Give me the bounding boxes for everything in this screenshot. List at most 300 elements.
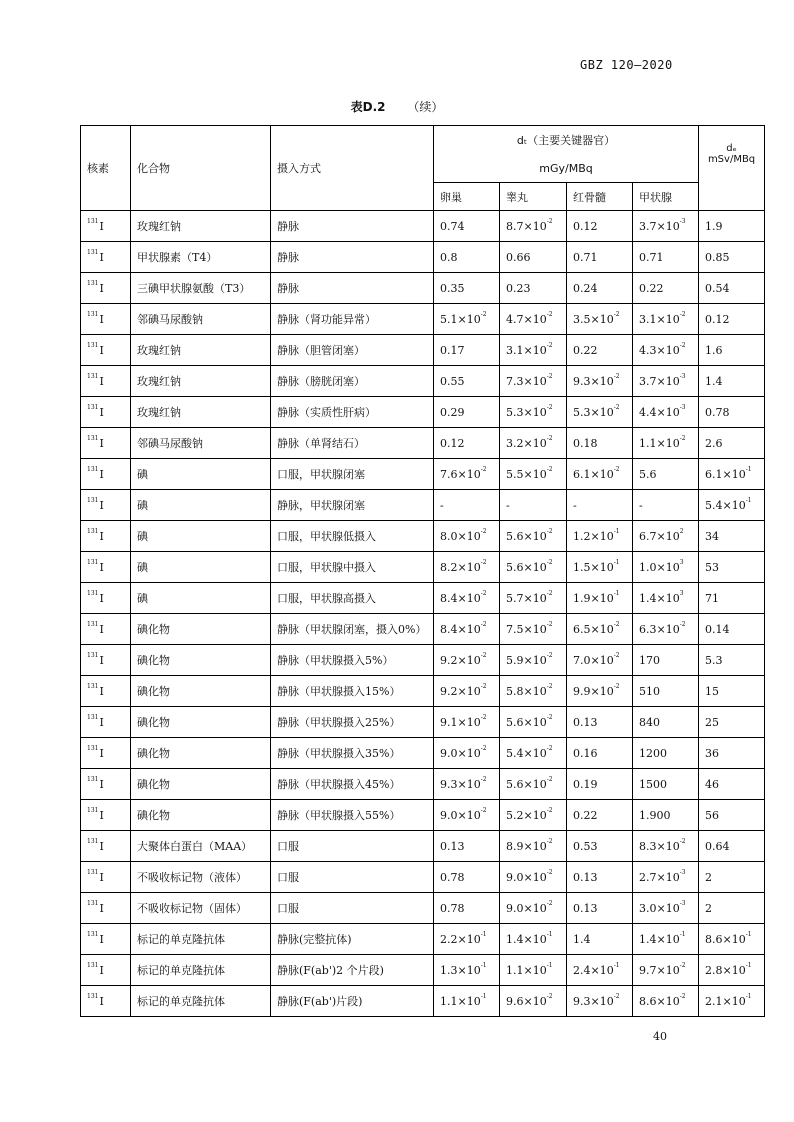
red-marrow-dose-cell [567,211,633,242]
thyroid-dose-cell [633,242,699,273]
dose-value: 5.6×10 [506,715,547,729]
element-symbol: I [99,560,104,574]
dose-value: 510 [639,684,660,698]
ovary-dose-cell [434,893,500,924]
dose-exponent: -2 [613,465,620,473]
red-marrow-dose-cell [567,676,633,707]
header-red-marrow: 红骨髓 [567,183,633,211]
header-effective [699,126,765,183]
dose-exponent: -2 [480,775,487,783]
intake-cell: 静脉（甲状腺摄入25%） [271,707,434,738]
dose-value: 15 [705,684,720,698]
element-symbol: I [99,715,104,729]
compound-cell: 甲状腺素（T4） [131,242,271,273]
testis-dose-cell [500,738,567,769]
dose-value: - [440,498,444,512]
dose-exponent: -2 [546,620,553,628]
mass-number: 131 [87,341,99,349]
dose-value: 6.1×10 [705,467,746,481]
header-testis: 睾丸 [500,183,567,211]
element-symbol: I [99,374,104,388]
intake-cell: 口服，甲状腺低摄入 [271,521,434,552]
nuclide-cell [81,397,131,428]
dose-value: 0.55 [440,374,465,388]
dose-exponent: -2 [679,837,686,845]
table-row [81,211,765,242]
red-marrow-dose-cell [567,645,633,676]
testis-dose-cell [500,366,567,397]
table-row [81,366,765,397]
ovary-dose-cell [434,397,500,428]
testis-dose-cell [500,521,567,552]
ovary-dose-cell [434,490,500,521]
dose-value: 0.13 [573,870,598,884]
dose-exponent: -2 [613,651,620,659]
table-row [81,676,765,707]
compound-cell: 玫瑰红钠 [131,211,271,242]
testis-dose-cell [500,645,567,676]
table-continued: （续） [407,100,444,114]
element-symbol: I [99,281,104,295]
table-row [81,614,765,645]
effective-dose-cell [699,335,765,366]
element-symbol: I [99,405,104,419]
element-symbol: I [99,250,104,264]
dose-value: 7.5×10 [506,622,547,636]
intake-cell: 静脉（膀胱闭塞） [271,366,434,397]
thyroid-dose-cell [633,397,699,428]
dose-value: 5.8×10 [506,684,547,698]
dose-value: 5.6 [639,467,657,481]
dose-value: 4.3×10 [639,343,680,357]
compound-cell: 碘化物 [131,645,271,676]
thyroid-dose-cell [633,955,699,986]
nuclide-cell [81,273,131,304]
intake-cell: 静脉(F(ab')片段) [271,986,434,1017]
intake-cell: 静脉（单肾结石） [271,428,434,459]
thyroid-dose-cell [633,552,699,583]
intake-cell: 口服 [271,893,434,924]
mass-number: 131 [87,620,99,628]
element-symbol: I [99,622,104,636]
dose-value: 0.18 [573,436,598,450]
dose-exponent: -2 [613,403,620,411]
mass-number: 131 [87,713,99,721]
standard-code: GBZ 120—2020 [580,58,673,72]
dose-value: 0.13 [573,715,598,729]
testis-dose-cell [500,676,567,707]
dose-value: 5.7×10 [506,591,547,605]
dose-exponent: -1 [745,465,752,473]
dose-value: 0.16 [573,746,598,760]
ovary-dose-cell [434,242,500,273]
thyroid-dose-cell [633,459,699,490]
intake-cell: 口服，甲状腺高摄入 [271,583,434,614]
intake-cell: 口服，甲状腺中摄入 [271,552,434,583]
ovary-dose-cell [434,986,500,1017]
red-marrow-dose-cell [567,490,633,521]
nuclide-cell [81,521,131,552]
thyroid-dose-cell [633,304,699,335]
compound-cell: 标记的单克隆抗体 [131,986,271,1017]
red-marrow-dose-cell [567,769,633,800]
nuclide-cell [81,800,131,831]
dose-value: 9.2×10 [440,684,481,698]
element-symbol: I [99,746,104,760]
dose-exponent: -1 [480,992,487,1000]
testis-dose-cell [500,831,567,862]
dose-value: 5.6×10 [506,777,547,791]
effective-dose-cell [699,769,765,800]
dose-exponent: -2 [480,806,487,814]
effective-dose-cell [699,738,765,769]
effective-dose-cell [699,893,765,924]
dose-value: - [573,498,577,512]
dose-exponent: -2 [546,868,553,876]
element-symbol: I [99,870,104,884]
header-nuclide: 核素 [81,126,131,211]
red-marrow-dose-cell [567,428,633,459]
intake-cell: 静脉(完整抗体) [271,924,434,955]
thyroid-dose-cell [633,769,699,800]
intake-cell: 静脉 [271,273,434,304]
thyroid-dose-cell [633,676,699,707]
effective-dose-cell [699,428,765,459]
intake-cell: 静脉（甲状腺摄入45%） [271,769,434,800]
mass-number: 131 [87,527,99,535]
dose-value: 2.7×10 [639,870,680,884]
dose-exponent: -3 [679,372,686,380]
ovary-dose-cell [434,614,500,645]
intake-cell: 静脉 [271,211,434,242]
intake-cell: 静脉（甲状腺摄入55%） [271,800,434,831]
thyroid-dose-cell [633,366,699,397]
nuclide-cell [81,738,131,769]
dose-exponent: -2 [480,465,487,473]
dose-exponent: -1 [613,558,620,566]
dose-value: 3.1×10 [506,343,547,357]
nuclide-cell [81,769,131,800]
dose-exponent: -2 [613,620,620,628]
red-marrow-dose-cell [567,831,633,862]
intake-cell: 口服，甲状腺闭塞 [271,459,434,490]
nuclide-cell [81,955,131,986]
dose-value: 8.2×10 [440,560,481,574]
dose-exponent: -1 [480,930,487,938]
nuclide-cell [81,862,131,893]
testis-dose-cell [500,614,567,645]
dose-value: 6.3×10 [639,622,680,636]
dose-exponent: -2 [480,713,487,721]
ovary-dose-cell [434,521,500,552]
compound-cell: 玫瑰红钠 [131,335,271,366]
effective-dose-cell [699,521,765,552]
dose-exponent: -2 [546,341,553,349]
dose-value: 5.9×10 [506,653,547,667]
testis-dose-cell [500,583,567,614]
dose-value: 8.9×10 [506,839,547,853]
dose-exponent: -2 [546,713,553,721]
dose-value: 2.2×10 [440,932,481,946]
testis-dose-cell [500,428,567,459]
ovary-dose-cell [434,676,500,707]
dose-value: 0.78 [705,405,730,419]
dose-value: 9.3×10 [573,374,614,388]
dose-value: 0.85 [705,250,730,264]
testis-dose-cell [500,459,567,490]
dose-exponent: -2 [679,992,686,1000]
effective-dose-cell [699,583,765,614]
intake-cell: 静脉 [271,242,434,273]
dose-value: 5.1×10 [440,312,481,326]
red-marrow-dose-cell [567,738,633,769]
mass-number: 131 [87,930,99,938]
dose-value: 9.6×10 [506,994,547,1008]
mass-number: 131 [87,279,99,287]
thyroid-dose-cell [633,335,699,366]
effective-dose-cell [699,707,765,738]
dose-exponent: -2 [546,217,553,225]
nuclide-cell [81,242,131,273]
dose-value: 8.0×10 [440,529,481,543]
header-ovary: 卵巢 [434,183,500,211]
dose-exponent: -1 [546,961,553,969]
table-row [81,335,765,366]
nuclide-cell [81,676,131,707]
dose-exponent: -2 [480,558,487,566]
intake-cell: 口服 [271,862,434,893]
testis-dose-cell [500,273,567,304]
dose-value: 9.0×10 [506,901,547,915]
dose-exponent: -2 [546,434,553,442]
dose-exponent: -1 [745,961,752,969]
dose-exponent: -2 [546,558,553,566]
testis-dose-cell [500,924,567,955]
table-row [81,490,765,521]
dose-value: 1.4×10 [639,932,680,946]
intake-cell: 静脉（甲状腺摄入5%） [271,645,434,676]
dose-value: 0.19 [573,777,598,791]
dose-exponent: -2 [679,341,686,349]
red-marrow-dose-cell [567,552,633,583]
dose-value: 1.0×10 [639,560,680,574]
compound-cell: 碘 [131,552,271,583]
table-row [81,304,765,335]
table-row [81,273,765,304]
testis-dose-cell [500,397,567,428]
compound-cell: 碘 [131,583,271,614]
dose-value: 2.1×10 [705,994,746,1008]
nuclide-cell [81,366,131,397]
dose-exponent: -2 [546,589,553,597]
intake-cell: 静脉（甲状腺闭塞，摄入0%） [271,614,434,645]
element-symbol: I [99,312,104,326]
compound-cell: 不吸收标记物（液体） [131,862,271,893]
ovary-dose-cell [434,366,500,397]
dose-exponent: -2 [679,620,686,628]
mass-number: 131 [87,899,99,907]
table-row [81,521,765,552]
effective-dose-cell [699,955,765,986]
dose-value: - [639,498,643,512]
compound-cell: 标记的单克隆抗体 [131,924,271,955]
dose-exponent: 3 [679,558,684,566]
dose-value: 53 [705,560,720,574]
red-marrow-dose-cell [567,862,633,893]
dose-value: 56 [705,808,720,822]
dose-value: 170 [639,653,660,667]
ovary-dose-cell [434,800,500,831]
dose-value: 1200 [639,746,667,760]
dose-exponent: -2 [480,527,487,535]
dose-exponent: -2 [679,310,686,318]
intake-cell: 静脉（胆管闭塞） [271,335,434,366]
dose-value: 9.9×10 [573,684,614,698]
header-compound: 化合物 [131,126,271,211]
dose-exponent: -2 [546,899,553,907]
ovary-dose-cell [434,304,500,335]
dose-exponent: -1 [480,961,487,969]
element-symbol: I [99,498,104,512]
intake-cell: 静脉（肾功能异常） [271,304,434,335]
dose-value: 0.53 [573,839,598,853]
dose-value: 1.9×10 [573,591,614,605]
nuclide-cell [81,583,131,614]
table-row [81,459,765,490]
dose-value: 0.66 [506,250,531,264]
dose-exponent: -2 [679,434,686,442]
dose-exponent: -2 [546,310,553,318]
effective-dose-cell [699,273,765,304]
mass-number: 131 [87,310,99,318]
dose-value: 1.900 [639,808,671,822]
effective-dose-cell [699,397,765,428]
table-name: 表D.2 [350,100,386,114]
element-symbol: I [99,653,104,667]
thyroid-dose-cell [633,583,699,614]
dose-value: 4.7×10 [506,312,547,326]
compound-cell: 标记的单克隆抗体 [131,955,271,986]
mass-number: 131 [87,961,99,969]
compound-cell: 碘化物 [131,676,271,707]
effective-dose-cell [699,242,765,273]
table-row [81,893,765,924]
dose-value: 0.12 [705,312,730,326]
dose-value: 0.64 [705,839,730,853]
dose-value: 0.22 [573,808,598,822]
dose-value: 9.3×10 [440,777,481,791]
mass-number: 131 [87,465,99,473]
testis-dose-cell [500,211,567,242]
element-symbol: I [99,901,104,915]
effective-dose-cell [699,986,765,1017]
table-row [81,552,765,583]
effective-dose-cell [699,862,765,893]
dose-exponent: -2 [546,372,553,380]
dose-value: 0.71 [573,250,598,264]
ovary-dose-cell [434,273,500,304]
dose-value: 5.6×10 [506,529,547,543]
dose-value: 0.71 [639,250,664,264]
nuclide-cell [81,614,131,645]
dose-value: 1.6 [705,343,723,357]
compound-cell: 大聚体白蛋白（MAA） [131,831,271,862]
dose-value: 1.4 [573,932,591,946]
red-marrow-dose-cell [567,242,633,273]
element-symbol: I [99,436,104,450]
dose-value: 1.1×10 [506,963,547,977]
testis-dose-cell [500,862,567,893]
ovary-dose-cell [434,459,500,490]
dose-value: 5.6×10 [506,560,547,574]
red-marrow-dose-cell [567,800,633,831]
dose-value: 5.4×10 [705,498,746,512]
red-marrow-dose-cell [567,955,633,986]
effective-dose-cell [699,924,765,955]
effective-dose-cell [699,366,765,397]
dose-value: 5.3×10 [506,405,547,419]
intake-cell: 口服 [271,831,434,862]
effective-dose-cell [699,831,765,862]
dose-value: 840 [639,715,660,729]
dose-exponent: -2 [546,465,553,473]
intake-cell: 静脉，甲状腺闭塞 [271,490,434,521]
element-symbol: I [99,591,104,605]
table-row [81,583,765,614]
dose-value: 1.3×10 [440,963,481,977]
thyroid-dose-cell [633,273,699,304]
compound-cell: 碘化物 [131,769,271,800]
nuclide-cell [81,645,131,676]
mass-number: 131 [87,589,99,597]
testis-dose-cell [500,769,567,800]
dose-value: 0.14 [705,622,730,636]
red-marrow-dose-cell [567,583,633,614]
thyroid-dose-cell [633,738,699,769]
red-marrow-dose-cell [567,614,633,645]
effective-dose-cell [699,459,765,490]
element-symbol: I [99,529,104,543]
table-row [81,645,765,676]
thyroid-dose-cell [633,924,699,955]
dose-exponent: -2 [546,992,553,1000]
nuclide-cell [81,211,131,242]
mass-number: 131 [87,372,99,380]
dose-value: 2.6 [705,436,723,450]
dose-exponent: -2 [480,310,487,318]
dose-value: 0.17 [440,343,465,357]
red-marrow-dose-cell [567,924,633,955]
mass-number: 131 [87,992,99,1000]
dose-value: 3.5×10 [573,312,614,326]
dose-exponent: -2 [480,589,487,597]
dose-value: 9.0×10 [440,808,481,822]
effective-dose-cell [699,676,765,707]
dose-value: 7.6×10 [440,467,481,481]
dose-value: - [506,498,510,512]
mass-number: 131 [87,744,99,752]
ovary-dose-cell [434,335,500,366]
testis-dose-cell [500,986,567,1017]
dose-exponent: -2 [546,806,553,814]
dose-exponent: -2 [613,992,620,1000]
header-organ-group: dₜ（主要关键器官） [434,126,699,155]
nuclide-cell [81,304,131,335]
dose-exponent: -2 [613,310,620,318]
dose-value: 9.0×10 [440,746,481,760]
dose-exponent: -1 [745,930,752,938]
effective-dose-cell [699,211,765,242]
